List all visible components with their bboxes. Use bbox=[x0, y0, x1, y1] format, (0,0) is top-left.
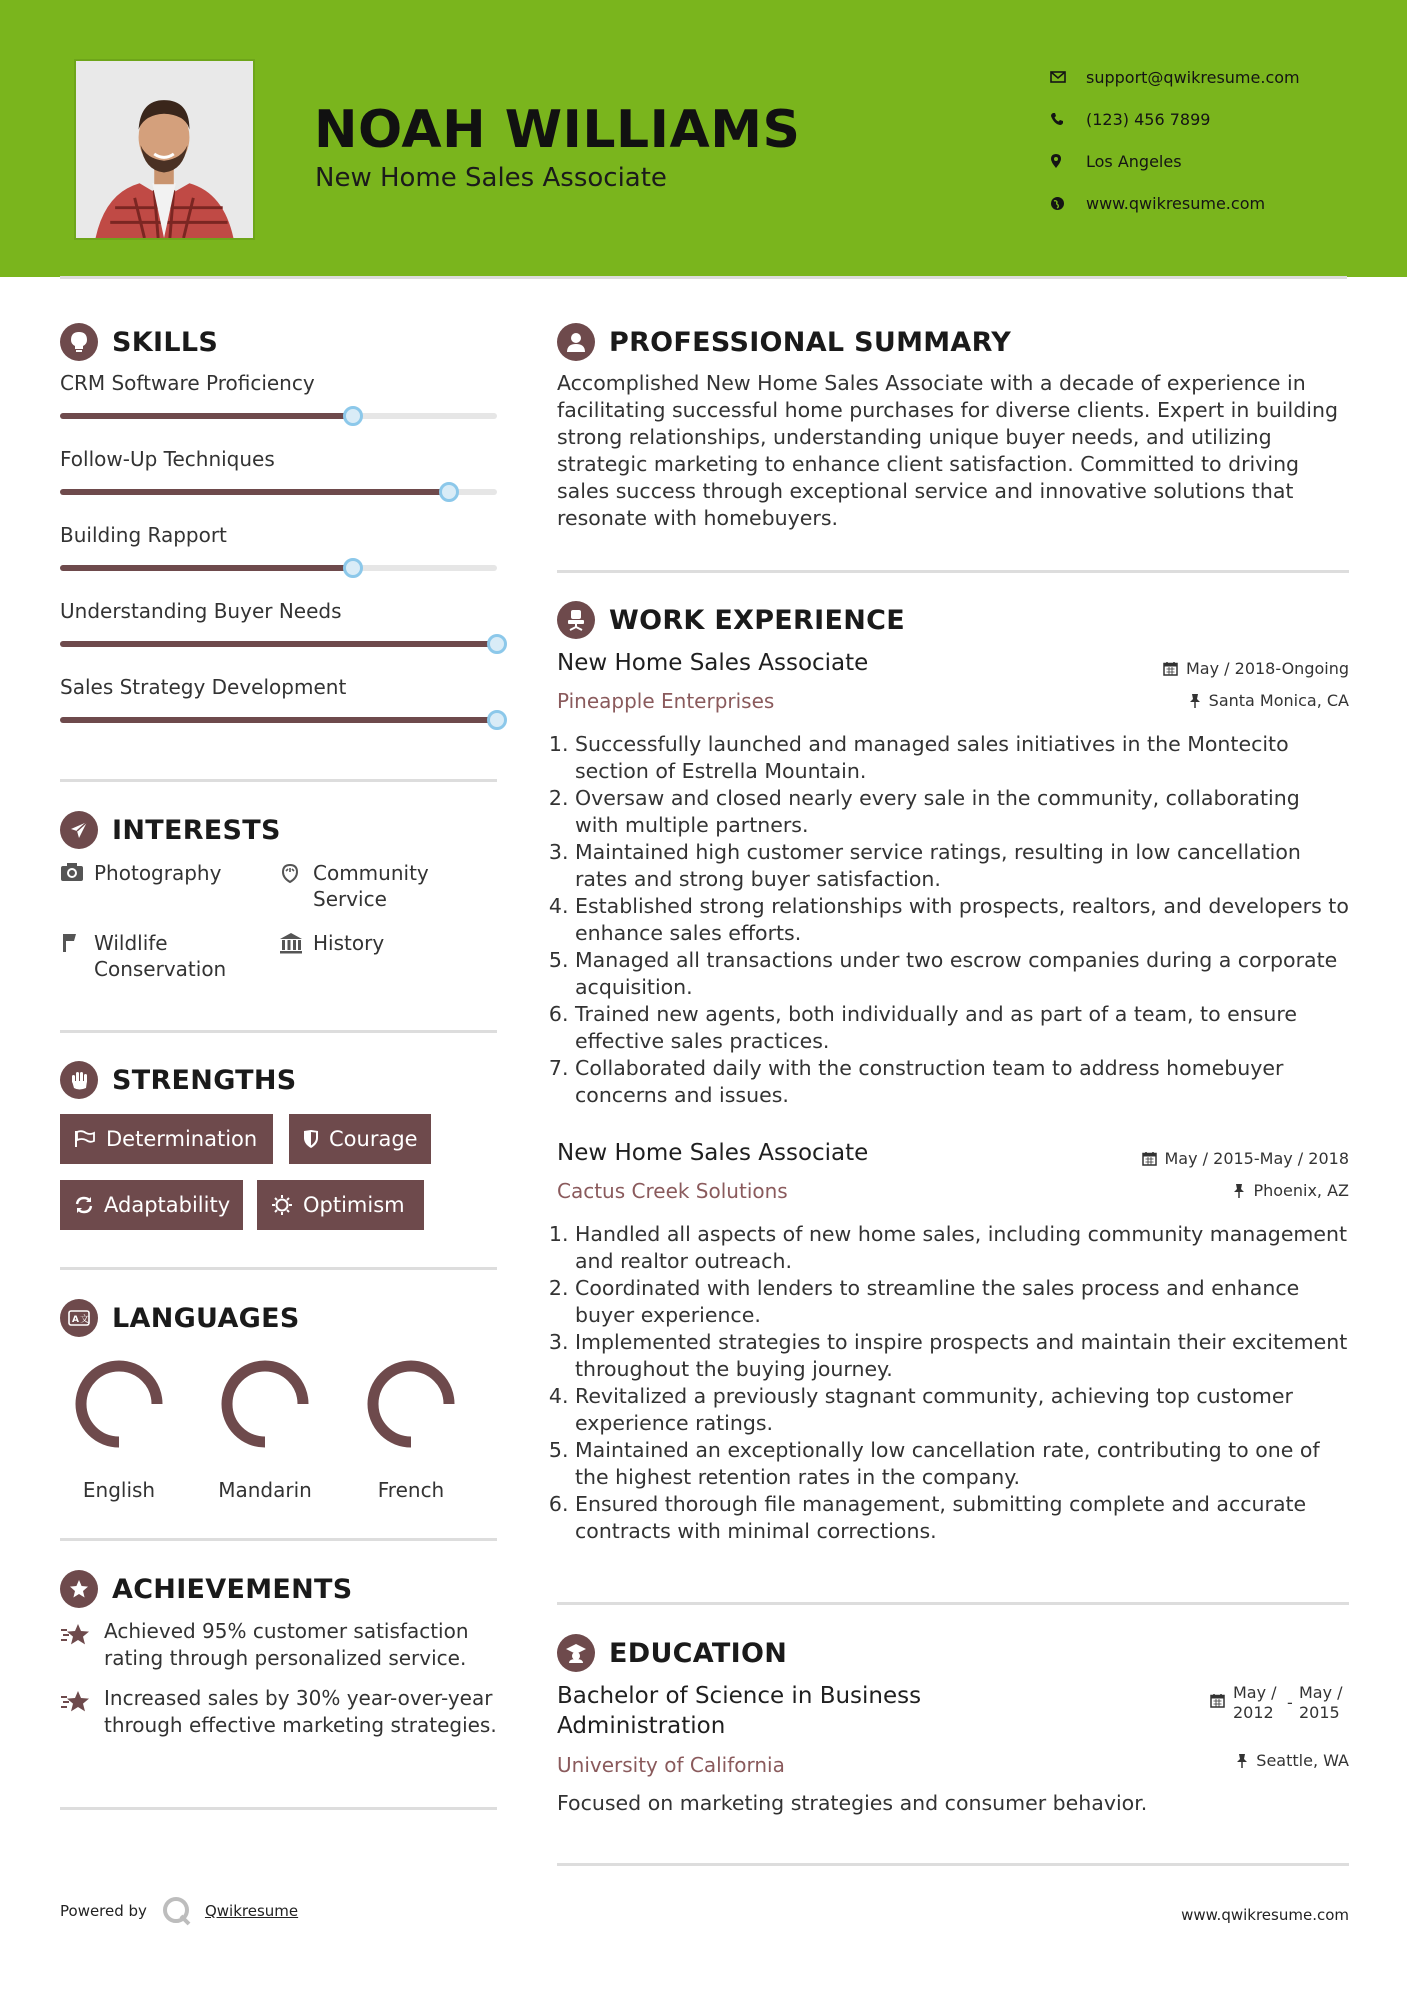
graduate-icon bbox=[557, 1634, 595, 1672]
section-divider bbox=[557, 570, 1349, 573]
hand-heart-icon bbox=[279, 860, 313, 890]
map-marker-icon bbox=[1050, 153, 1086, 169]
contact-email[interactable] bbox=[1050, 56, 1370, 98]
education-entry bbox=[557, 1681, 1349, 1815]
language-label: English bbox=[82, 1478, 156, 1502]
office-chair-icon bbox=[557, 601, 595, 639]
phone-icon bbox=[1050, 112, 1086, 126]
strengths-heading bbox=[60, 1061, 297, 1099]
languages-heading bbox=[60, 1299, 300, 1337]
profile-photo bbox=[74, 59, 255, 240]
interest-label: Community Service bbox=[313, 861, 429, 911]
skill-label: Building Rapport bbox=[60, 523, 227, 547]
shield-icon bbox=[303, 1129, 319, 1149]
skill-item bbox=[60, 523, 500, 547]
job-location-text: Phoenix, AZ bbox=[1253, 1181, 1349, 1200]
interest-label: Wildlife Conservation bbox=[94, 931, 227, 981]
achievement-text: Increased sales by 30% year-over-year through effective marketing strategies. bbox=[104, 1686, 497, 1737]
paw-flag-icon bbox=[60, 930, 94, 960]
skill-item bbox=[60, 599, 500, 623]
job-dates bbox=[1142, 1149, 1350, 1168]
skill-label: Sales Strategy Development bbox=[60, 675, 347, 699]
job-title: New Home Sales Associate bbox=[557, 1140, 869, 1166]
education-location-text: Seattle, WA bbox=[1256, 1751, 1349, 1770]
language-ring bbox=[69, 1354, 169, 1454]
achievement-text: Achieved 95% customer satisfaction rating through personalized service. bbox=[104, 1619, 469, 1670]
skill-item bbox=[60, 371, 500, 395]
section-divider bbox=[60, 1807, 497, 1810]
job-bullet: 5. Maintained an exceptionally low cancellation rate, contributing to one of the highest retention rates in the company. bbox=[575, 1437, 1349, 1491]
language-ring-arc bbox=[373, 1366, 449, 1442]
interest-item bbox=[279, 930, 479, 960]
job-bullet: 6. Ensured thorough file management, submitting complete and accurate contracts with minimal corrections. bbox=[575, 1491, 1349, 1545]
education-date-end: May / 2015 bbox=[1299, 1683, 1343, 1722]
job-bullet: 5. Managed all transactions under two escrow companies during a corporate acquisition. bbox=[575, 947, 1349, 1001]
refresh-icon bbox=[74, 1195, 94, 1215]
strength-tag bbox=[60, 1180, 243, 1230]
job-bullet: 7. Collaborated daily with the construction team to address homebuyer concerns and issues. bbox=[575, 1055, 1349, 1109]
skill-bar-knob bbox=[487, 634, 507, 654]
strength-label: Determination bbox=[106, 1127, 258, 1151]
contact-list bbox=[1050, 56, 1370, 224]
calendar-icon bbox=[1163, 661, 1178, 676]
strength-label: Courage bbox=[329, 1127, 418, 1151]
job-responsibilities bbox=[557, 731, 1349, 1109]
header-divider bbox=[60, 276, 1347, 279]
calendar-icon bbox=[1142, 1151, 1157, 1166]
language-ring-arc bbox=[81, 1366, 157, 1442]
skill-bar bbox=[60, 489, 497, 495]
interest-item bbox=[279, 860, 479, 912]
section-divider bbox=[557, 1863, 1349, 1866]
job-bullet: 6. Trained new agents, both individually and as part of a team, to ensure effective sales practices. bbox=[575, 1001, 1349, 1055]
section-divider bbox=[557, 1602, 1349, 1605]
language-ring bbox=[215, 1354, 315, 1454]
language-label: Mandarin bbox=[218, 1478, 312, 1502]
degree-name: Bachelor of Science in Business Administration bbox=[557, 1683, 922, 1739]
skill-bar bbox=[60, 641, 497, 647]
interest-label: History bbox=[313, 931, 385, 955]
user-icon bbox=[557, 323, 595, 361]
job-bullet: 2. Oversaw and closed nearly every sale in the community, collaborating with multiple partners. bbox=[575, 785, 1349, 839]
star-badge-icon bbox=[60, 1570, 98, 1608]
language-icon bbox=[60, 1299, 98, 1337]
strength-tag bbox=[60, 1114, 273, 1164]
star-icon bbox=[60, 1618, 104, 1672]
skill-bar-fill bbox=[60, 717, 497, 723]
skills-heading bbox=[60, 323, 218, 361]
job-bullet: 3. Maintained high customer service ratings, resulting in low cancellation rates and strong buyer satisfaction. bbox=[575, 839, 1349, 893]
museum-icon bbox=[279, 930, 313, 960]
skill-label: Follow-Up Techniques bbox=[60, 447, 275, 471]
skill-label: Understanding Buyer Needs bbox=[60, 599, 342, 623]
envelope-icon bbox=[1050, 71, 1086, 83]
summary-title: PROFESSIONAL SUMMARY bbox=[609, 326, 1012, 358]
job-bullet: 3. Implemented strategies to inspire prospects and maintain their excitement throughout the buying journey. bbox=[575, 1329, 1349, 1383]
company-name: Pineapple Enterprises bbox=[557, 689, 775, 713]
job-bullet: 1. Successfully launched and managed sales initiatives in the Montecito section of Estrella Mountain. bbox=[575, 731, 1349, 785]
svg-text:文: 文 bbox=[80, 1315, 90, 1325]
flag-icon bbox=[74, 1130, 96, 1148]
contact-email-text: support@qwikresume.com bbox=[1086, 67, 1300, 87]
interest-label: Photography bbox=[94, 861, 222, 885]
skill-bar-knob bbox=[439, 482, 459, 502]
candidate-title: New Home Sales Associate bbox=[315, 163, 667, 193]
skill-bar bbox=[60, 717, 497, 723]
paper-plane-icon bbox=[60, 811, 98, 849]
qwikresume-logo-icon bbox=[161, 1896, 193, 1926]
interest-item bbox=[60, 860, 280, 888]
summary-heading bbox=[557, 323, 1011, 361]
qwikresume-link[interactable]: Qwikresume bbox=[204, 1902, 299, 1920]
language-item bbox=[346, 1354, 476, 1502]
powered-by-label: Powered by bbox=[60, 1902, 147, 1920]
footer-powered-by bbox=[60, 1896, 298, 1926]
education-location bbox=[1236, 1751, 1349, 1770]
pushpin-icon bbox=[1236, 1753, 1248, 1768]
achievement-item bbox=[60, 1618, 500, 1672]
languages-title: LANGUAGES bbox=[112, 1302, 300, 1334]
section-divider bbox=[60, 779, 497, 782]
contact-location-text: Los Angeles bbox=[1086, 151, 1182, 171]
globe-icon bbox=[1050, 196, 1086, 211]
strength-label: Optimism bbox=[303, 1193, 405, 1217]
sun-icon bbox=[271, 1194, 293, 1216]
skill-bar-knob bbox=[343, 558, 363, 578]
job-location bbox=[1189, 691, 1349, 710]
pushpin-icon bbox=[1189, 693, 1201, 708]
education-date-start: May / 2012 bbox=[1233, 1683, 1277, 1722]
language-item bbox=[200, 1354, 330, 1502]
job-location-text: Santa Monica, CA bbox=[1208, 691, 1349, 710]
job-entry bbox=[557, 1140, 1349, 1545]
contact-website-text: www.qwikresume.com bbox=[1086, 193, 1266, 213]
footer-url[interactable]: www.qwikresume.com bbox=[1181, 1906, 1349, 1924]
school-name: University of California bbox=[557, 1753, 785, 1777]
job-bullet: 1. Handled all aspects of new home sales, including community management and realtor outreach. bbox=[575, 1221, 1349, 1275]
contact-website[interactable] bbox=[1050, 182, 1370, 224]
strengths-title: STRENGTHS bbox=[112, 1064, 297, 1096]
language-label: French bbox=[377, 1478, 445, 1502]
achievement-item bbox=[60, 1685, 500, 1739]
resume-header bbox=[0, 0, 1407, 277]
job-responsibilities bbox=[557, 1221, 1349, 1545]
job-dates-text: May / 2015-May / 2018 bbox=[1164, 1149, 1349, 1168]
section-divider bbox=[60, 1267, 497, 1270]
education-heading bbox=[557, 1634, 787, 1672]
skill-label: CRM Software Proficiency bbox=[60, 371, 315, 395]
contact-phone[interactable] bbox=[1050, 98, 1370, 140]
language-ring bbox=[361, 1354, 461, 1454]
skill-bar bbox=[60, 565, 497, 571]
job-bullet: 4. Established strong relationships with prospects, realtors, and developers to enhance sales efforts. bbox=[575, 893, 1349, 947]
skill-bar-fill bbox=[60, 489, 449, 495]
strength-tag bbox=[257, 1180, 424, 1230]
contact-location bbox=[1050, 140, 1370, 182]
camera-icon bbox=[60, 860, 94, 888]
strength-tag bbox=[289, 1114, 431, 1164]
summary-text: Accomplished New Home Sales Associate with a decade of experience in facilitating successful home purchases for diverse clients. Expert in building strong relationships, understanding unique buyer needs, and utilizing strategic marketing to enhance client satisfaction. Committed to driving sales success through exceptional service and innovative solutions that resonate with homebuyers. bbox=[557, 371, 1338, 530]
contact-phone-text: (123) 456 7899 bbox=[1086, 109, 1211, 129]
job-dates bbox=[1163, 659, 1349, 678]
calendar-icon bbox=[1210, 1693, 1225, 1708]
skill-item bbox=[60, 447, 500, 471]
education-description: Focused on marketing strategies and consumer behavior. bbox=[557, 1791, 1148, 1815]
skill-bar-knob bbox=[487, 710, 507, 730]
job-location bbox=[1233, 1181, 1349, 1200]
achievements-heading bbox=[60, 1570, 353, 1608]
experience-title: WORK EXPERIENCE bbox=[609, 604, 905, 636]
interests-heading bbox=[60, 811, 281, 849]
skill-bar-knob bbox=[343, 406, 363, 426]
experience-heading bbox=[557, 601, 905, 639]
svg-text:A: A bbox=[72, 1315, 79, 1325]
candidate-name: NOAH WILLIAMS bbox=[314, 100, 801, 160]
achievements-title: ACHIEVEMENTS bbox=[112, 1573, 353, 1605]
skill-bar-fill bbox=[60, 565, 353, 571]
education-dates bbox=[1210, 1683, 1349, 1723]
profile-photo-image bbox=[76, 61, 253, 238]
strength-label: Adaptability bbox=[104, 1193, 231, 1217]
language-item bbox=[54, 1354, 184, 1502]
education-date-separator: - bbox=[1287, 1693, 1293, 1712]
lightbulb-icon bbox=[60, 323, 98, 361]
education-title: EDUCATION bbox=[609, 1637, 788, 1669]
star-icon bbox=[60, 1685, 104, 1739]
section-divider bbox=[60, 1538, 497, 1541]
skill-bar bbox=[60, 413, 497, 419]
job-bullet: 4. Revitalized a previously stagnant community, achieving top customer experience ratings. bbox=[575, 1383, 1349, 1437]
job-entry bbox=[557, 650, 1349, 1109]
section-divider bbox=[60, 1030, 497, 1033]
job-bullet: 2. Coordinated with lenders to streamline the sales process and enhance buyer experience. bbox=[575, 1275, 1349, 1329]
language-ring-arc bbox=[227, 1366, 303, 1442]
interests-title: INTERESTS bbox=[112, 814, 281, 846]
fist-icon bbox=[60, 1061, 98, 1099]
company-name: Cactus Creek Solutions bbox=[557, 1179, 788, 1203]
skill-bar-fill bbox=[60, 413, 353, 419]
skill-item bbox=[60, 675, 500, 699]
job-dates-text: May / 2018-Ongoing bbox=[1186, 659, 1349, 678]
skills-title: SKILLS bbox=[112, 326, 219, 358]
job-title: New Home Sales Associate bbox=[557, 650, 869, 676]
pushpin-icon bbox=[1233, 1183, 1245, 1198]
interest-item bbox=[60, 930, 280, 982]
skill-bar-fill bbox=[60, 641, 497, 647]
